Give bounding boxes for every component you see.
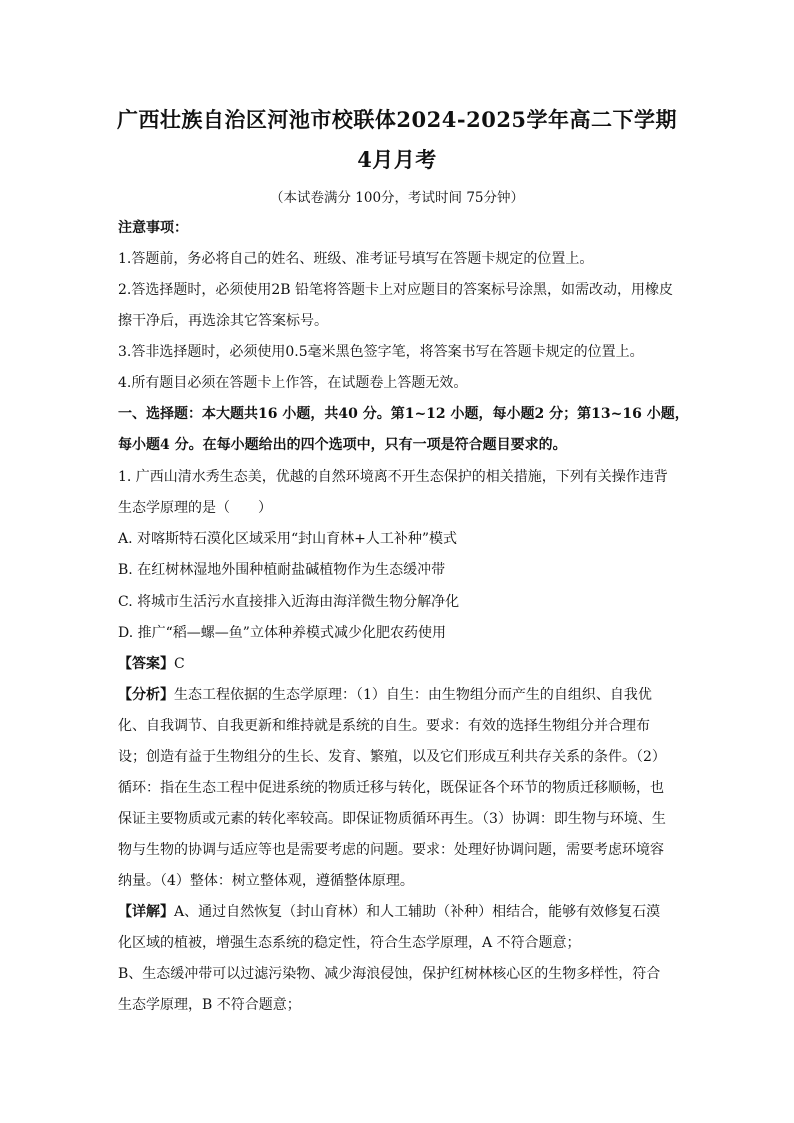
exam-info: （本试卷满分 100分，考试时间 75分钟） (269, 190, 525, 206)
document-title-line1: 广西壮族自治区河池市校联体2024-2025学年高二下学期 (116, 107, 678, 132)
analysis-tag: 【分析】 (118, 687, 174, 703)
notice-item: 1.答题前，务必将自己的姓名、班级、准考证号填写在答题卡规定的位置上。 (118, 251, 594, 267)
analysis-text: 生态工程依据的生态学原理：（1）自生：由生物组分而产生的自组织、自我优 (174, 687, 652, 703)
option-b: B. 在红树林湿地外围种植耐盐碱植物作为生态缓冲带 (118, 562, 446, 578)
notice-item: 擦干净后，再选涂其它答案标号。 (118, 313, 328, 329)
analysis-line (118, 685, 678, 705)
section-heading-line1: 一、选择题：本大题共16 小题，共40 分。第1~12 小题，每小题2 分；第13~16 小题， (118, 406, 689, 422)
detail-text: 生态学原理，B 不符合题意； (118, 997, 301, 1013)
analysis-text: 循环：指在生态工程中促进系统的物质迁移与转化，既保证各个环节的物质迁移顺畅，也 (118, 780, 664, 796)
question-stem: 生态学原理的是（ ） (118, 500, 272, 516)
notice-item: 3.答非选择题时，必须使用0.5毫米黑色签字笔，将答案书写在答题卡规定的位置上。 (118, 344, 644, 360)
answer-line (118, 654, 678, 674)
analysis-text: 保证主要物质或元素的转化率较高。即保证物质循环再生。（3）协调：即生物与环境、生 (118, 811, 666, 827)
detail-text: A、通过自然恢复（封山育林）和人工辅助（补种）相结合，能够有效修复石漠 (174, 904, 661, 920)
option-c: C. 将城市生活污水直接排入近海由海洋微生物分解净化 (118, 594, 460, 610)
detail-tag: 【详解】 (118, 904, 174, 920)
option-a: A. 对喀斯特石漠化区域采用“封山育林+人工补种”模式 (118, 531, 458, 547)
detail-line (118, 902, 678, 922)
analysis-text: 化、自我调节、自我更新和维持就是系统的自生。要求：有效的选择生物组分并合理布 (118, 718, 650, 734)
question-stem: 1. 广西山清水秀生态美，优越的自然环境离不开生态保护的相关措施，下列有关操作违背 (118, 469, 668, 485)
analysis-text: 设；创造有益于生物组分的生长、发育、繁殖，以及它们形成互利共存关系的条件。（2） (118, 749, 666, 765)
answer-value: C (174, 656, 185, 672)
analysis-text: 纳量。（4）整体：树立整体观，遵循整体原理。 (118, 873, 414, 889)
notice-item: 4.所有题目必须在答题卡上作答，在试题卷上答题无效。 (118, 375, 468, 391)
option-d: D. 推广“稻—螺—鱼”立体种养模式减少化肥农药使用 (118, 625, 446, 641)
notice-item: 2.答选择题时，必须使用2B 铅笔将答题卡上对应题目的答案标号涂黑，如需改动，用橡皮 (118, 282, 674, 298)
notice-heading: 注意事项： (118, 220, 188, 236)
section-heading-line2: 每小题4 分。在每小题给出的四个选项中，只有一项是符合题目要求的。 (118, 437, 567, 453)
detail-text: B、生态缓冲带可以过滤污染物、减少海浪侵蚀，保护红树林核心区的生物多样性，符合 (118, 966, 661, 982)
answer-tag: 【答案】 (118, 656, 174, 672)
document-title-line2: 4月月考 (357, 147, 437, 172)
analysis-text: 物与生物的协调与适应等也是需要考虑的问题。要求：处理好协调问题，需要考虑环境容 (118, 842, 664, 858)
detail-text: 化区域的植被，增强生态系统的稳定性，符合生态学原理，A 不符合题意； (118, 935, 581, 951)
